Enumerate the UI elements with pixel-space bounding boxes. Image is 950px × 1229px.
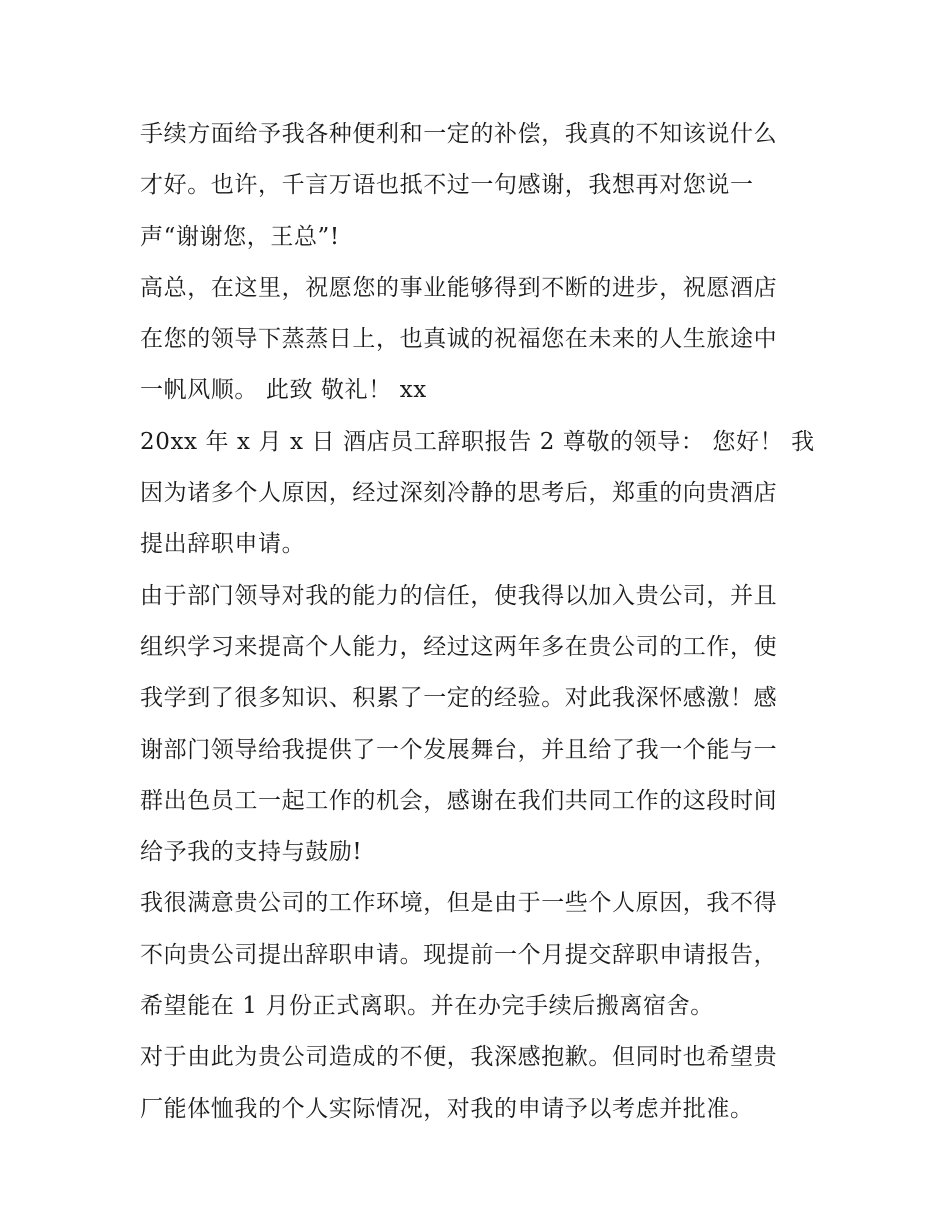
text-line: 由于部门领导对我的能力的信任，使我得以加入贵公司，并且 bbox=[140, 582, 778, 609]
text-line: 高总，在这里，祝愿您的事业能够得到不断的进步，祝愿酒店 bbox=[140, 274, 778, 301]
text-line: 提出辞职申请。 bbox=[140, 531, 306, 558]
text-line: 我很满意贵公司的工作环境，但是由于一些个人原因，我不得 bbox=[140, 890, 778, 917]
document-body bbox=[140, 109, 820, 1135]
text-line: 因为诸多个人原因，经过深刻冷静的思考后，郑重的向贵酒店 bbox=[140, 480, 778, 507]
text-line: 我学到了很多知识、积累了一定的经验。对此我深怀感激！感 bbox=[140, 685, 778, 712]
text-line: 谢部门领导给我提供了一个发展舞台，并且给了我一个能与一 bbox=[140, 736, 778, 763]
text-line: 不向贵公司提出辞职申请。现提前一个月提交辞职申请报告， bbox=[140, 941, 778, 968]
text-line: 群出色员工一起工作的机会，感谢在我们共同工作的这段时间 bbox=[140, 787, 778, 814]
text-line: 厂能体恤我的个人实际情况，对我的申请予以考虑并批准。 bbox=[140, 1095, 754, 1122]
text-line: 手续方面给予我各种便利和一定的补偿，我真的不知该说什么 bbox=[140, 121, 778, 147]
text-line: 希望能在 1 月份正式离职。并在办完手续后搬离宿舍。 bbox=[140, 993, 714, 1020]
text-line: 组织学习来提高个人能力，经过这两年多在贵公司的工作，使 bbox=[140, 633, 778, 660]
text-line: 一帆风顺。 此致 敬礼！ xx bbox=[140, 377, 427, 404]
text-line: 20xx 年 x 月 x 日 酒店员工辞职报告 2 尊敬的领导： 您好！ 我 bbox=[140, 428, 815, 455]
text-line: 对于由此为贵公司造成的不便，我深感抱歉。但同时也希望贵 bbox=[140, 1044, 778, 1071]
text-line: 声“谢谢您，王总”! bbox=[140, 223, 340, 250]
text-line: 才好。也许，千言万语也抵不过一句感谢，我想再对您说一 bbox=[140, 172, 754, 199]
text-line: 在您的领导下蒸蒸日上，也真诚的祝福您在未来的人生旅途中 bbox=[140, 326, 778, 353]
text-line: 给予我的支持与鼓励! bbox=[140, 839, 363, 866]
